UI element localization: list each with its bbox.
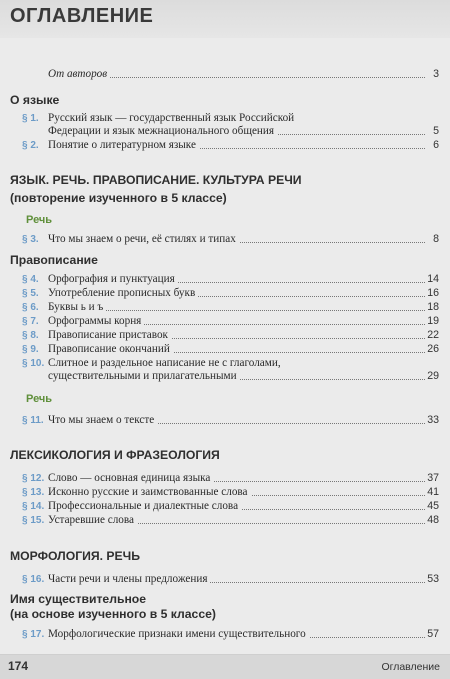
entry-text: Исконно русские и заимствованные слова [48,486,251,498]
section-title-line1: ЯЗЫК. РЕЧЬ. ПРАВОПИСАНИЕ. КУЛЬТУРА РЕЧИ [10,173,302,187]
entry-page: 41 [427,486,439,498]
entry-number: § 11. [22,415,44,426]
section-title-line1: Имя существительное [10,592,147,606]
entry-page: 22 [427,329,439,341]
entry-text: От авторов [48,68,110,80]
entry-text: Правописание приставок [48,329,171,341]
entry-text-line1: Слитное и раздельное написание не с глаголами, [48,357,281,369]
footer-page-number: 174 [8,659,29,673]
section-title-morfologiya: МОРФОЛОГИЯ. РЕЧЬ [10,549,140,563]
entry-number: § 4. [22,274,39,285]
entry-text: Правописание окончаний [48,343,173,355]
entry-page: 5 [433,125,439,137]
entry-number: § 13. [22,487,45,498]
entry-text: Буквы ь и ъ [48,301,106,313]
entry-text: Понятие о литературном языке [48,139,199,151]
entry-page: 14 [427,273,439,285]
entry-number: § 17. [22,629,45,640]
entry-text: Употребление прописных букв [48,287,198,299]
entry-text: Орфограммы корня [48,315,144,327]
entry-text: Слово — основная единица языка [48,472,213,484]
entry-number: § 10. [22,358,45,369]
entry-number: § 1. [22,113,39,124]
section-title-yazyk-rech [10,173,302,206]
entry-page: 37 [427,472,439,484]
entry-page: 18 [427,301,439,313]
section-title-line2: (повторение изученного в 5 классе) [10,191,227,205]
entry-text: Морфологические признаки имени существительного [48,628,309,640]
entry-page: 3 [433,68,439,80]
entry-text: Профессиональные и диалектные слова [48,500,241,512]
entry-text: Части речи и члены предложения [48,573,210,585]
entry-text-line1: Русский язык — государственный язык Российской [48,112,295,124]
entry-number: § 16. [22,574,45,585]
entry-number: § 2. [22,140,39,151]
entry-number: § 14. [22,501,45,512]
entry-number: § 8. [22,330,39,341]
entry-page: 45 [427,500,439,512]
entry-page: 53 [427,573,439,585]
entry-page: 33 [427,414,439,426]
entry-page: 26 [427,343,439,355]
section-title-line2: (на основе изученного в 5 классе) [10,607,216,621]
entry-page: 29 [427,370,439,382]
entry-number: § 9. [22,344,39,355]
entry-page: 57 [427,628,439,640]
section-title-imya-sushchestvitelnoe [10,592,216,622]
footer-label: Оглавление [381,661,440,673]
page-title: ОГЛАВЛЕНИЕ [10,5,154,27]
footer-divider [0,654,450,655]
section-title-pravopisanie: Правописание [10,253,98,267]
entry-number: § 6. [22,302,39,313]
entry-page: 8 [433,233,439,245]
section-title-o-yazyke: О языке [10,93,60,107]
entry-page: 6 [433,139,439,151]
entry-page: 19 [427,315,439,327]
entry-text: Орфография и пунктуация [48,273,178,285]
entry-text-line2: Федерации и язык межнационального общения [48,125,277,137]
section-title-leksikologiya: ЛЕКСИКОЛОГИЯ И ФРАЗЕОЛОГИЯ [10,448,220,462]
entry-text-line2: существительными и прилагательными [48,370,240,382]
subsection-rech: Речь [26,214,53,226]
entry-number: § 7. [22,316,39,327]
entry-text: Что мы знаем о речи, её стилях и типах [48,233,239,245]
entry-number: § 15. [22,515,45,526]
subsection-rech-2: Речь [26,393,53,405]
entry-text: Устаревшие слова [48,514,137,526]
entry-page: 48 [427,514,439,526]
entry-number: § 12. [22,473,45,484]
entry-text: Что мы знаем о тексте [48,414,157,426]
entry-number: § 5. [22,288,39,299]
entry-number: § 3. [22,234,39,245]
entry-page: 16 [427,287,439,299]
